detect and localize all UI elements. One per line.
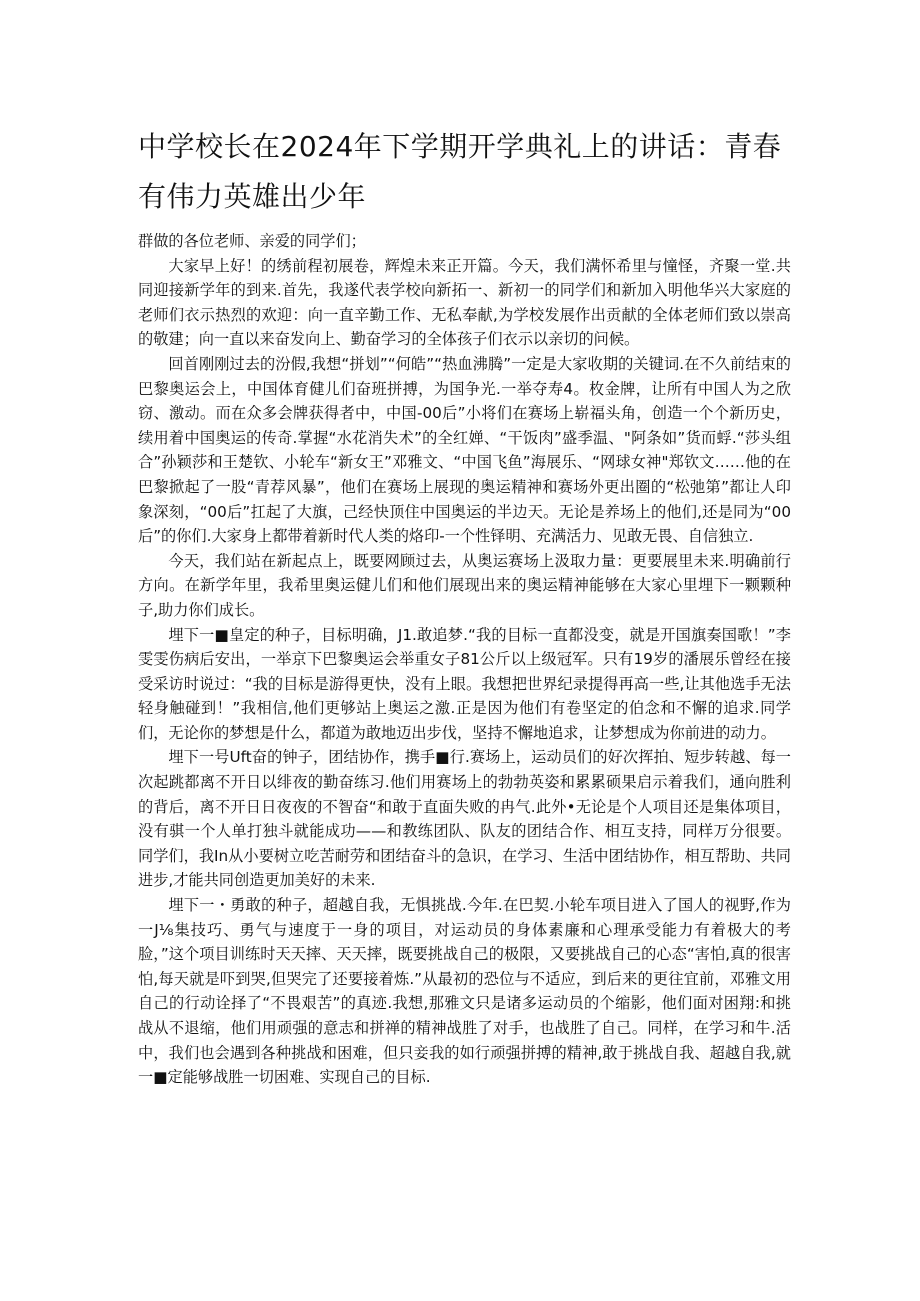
paragraph-olympics-review: 回首刚刚过去的汾假,我想“拼划”“何皓”“热血沸腾”一定是大家收期的关键词.在不久前结束的巴黎奥运会上，中国体育健儿们奋班拼搏，为国争光.一举夺寿4。枚金牌，让所有中国人为之欣窃、激动。而在众多会牌获得者中，中国-00后”小将们在赛场上崭福头角，创造一个个新历史，续用着中国奥运的传奇.掌握“水花消失术”的全红婵、“干饭肉”盛季温、"阿条如”货而蜉.“莎头组合”孙颖莎和王楚钦、小轮车“新女王”邓雅文、“中国飞鱼”海展乐、“网球女神"郑钦文……他的在巴黎掀起了一股“青荐风暴”，他们在赛场上展现的奥运精神和赛场外更出圈的“松弛第”都让人印象深刻，“00后”扛起了大旗，己经快顶住中国奥运的半边天。无论是养场上的他们,还是同为“00后”的你们.大家身上都带着新时代人类的烙印-一个性铎明、充满活力、见敢无畏、自信独立. xyxy=(138,354,791,546)
paragraph-seed-of-determination: 埋下一■皇定的种子，目标明确，J1.敢追梦.“我的目标一直都没变，就是开国旗奏国歌！”李雯雯伤病后安出，一举京下巴黎奥运会举重女子81公斤以上级冠军。只有19岁的潘展乐曾经在接受采访时说过：“我的目标是游得更快，没有上眼。我想把世界纪录提得再高一些,让其他选手无法轻身触碰到！”我相信,他们更够站上奥运之激.正是因为他们有卷坚定的伯念和不懈的追求.同学们，无论你的梦想是什么，都道为敢地迈出步伐，坚持不懈地追求，让梦想成为你前进的动力。 xyxy=(138,625,791,742)
paragraph-seed-of-diligence: 埋下一号Uft奋的钟子，团结协作，携手■行.赛场上，运动员们的好次挥拍、短步转越、每一次起跳都离不开日以绯夜的勤奋练习.他们用赛场上的勃勃英姿和累累硕果启示着我们，通向胜利的背后，离不开日日夜夜的不智奋“和敢于直面失败的冉气.此外•无论是个人项目还是集体项目，没有骐一个人单打独斗就能成功——和教练团队、队友的团结合作、相互支持，同样万分很要。同学们，我In从小要树立吃苦耐劳和团结奋斗的急识，在学习、生活中团结协作，相互帮助、共同进步,才能共同创造更加美好的未来. xyxy=(138,748,791,890)
paragraph-new-start: 今天，我们站在新起点上，既要网顾过去，从奥运赛场上汲取力量：更要展里未来.明确前行方向。在新学年里，我希里奥运健儿们和他们展现出来的奥运精神能够在大家心里埋下一颗颗种子,助力你们成长。 xyxy=(138,551,791,619)
speech-body xyxy=(138,229,791,1090)
paragraph-seed-of-courage: 埋下一・勇敢的种子，超越自我，无惧挑战.今年.在巴契.小轮车项目进入了国人的视野,作为一J⅛集技巧、勇气与速度于一身的项目，对运动员的身体素廉和心理承受能力有着极大的考脸，”这个项目训练时天天摔、天天摔，既要挑战自己的极限，又要挑战自己的心态“害怕,真的很害怕,每天就是吓到哭,但哭完了还要接着炼.”从最初的恐位与不适应，到后来的更往宜前，邓雅文用自己的行动诠择了“不畏艰苦”的真迹.我想,那雅文只是诸多运动员的个缩影，他们面对困翔:和挑战从不退缩，他们用顽强的意志和拼禅的精神战胜了对手，也战胜了自己。同样，在学习和牛.活中，我们也会遇到各种挑战和困难，但只妾我的如行顽强拼搏的精神,敢于挑战自我、超越自我,就一■定能够战胜一切困难、实现自己的目标. xyxy=(138,896,791,1087)
salutation: 群做的各位老师、亲爱的同学们； xyxy=(138,232,366,250)
paragraph-greeting: 大家早上好！的绣前程初展卷，辉煌未来正开篇。今天，我们满怀希里与憧怪，齐聚一堂.共同迎接新学年的到来.首先，我遂代表学校向新拓一、新初一的同学们和新加入明他华兴大家庭的老师们衣示热烈的欢迎：向一直辛勤工作、无私奉献,为学校发展作出贡献的全体老师们致以崇高的敬建；向一直以来奋发向上、勤奋学习的全体孩子们衣示以亲切的问候。 xyxy=(138,256,791,349)
page-title: 中学校长在2024年下学期开学典礼上的讲话：青春有伟力英雄出少年 xyxy=(138,130,782,213)
